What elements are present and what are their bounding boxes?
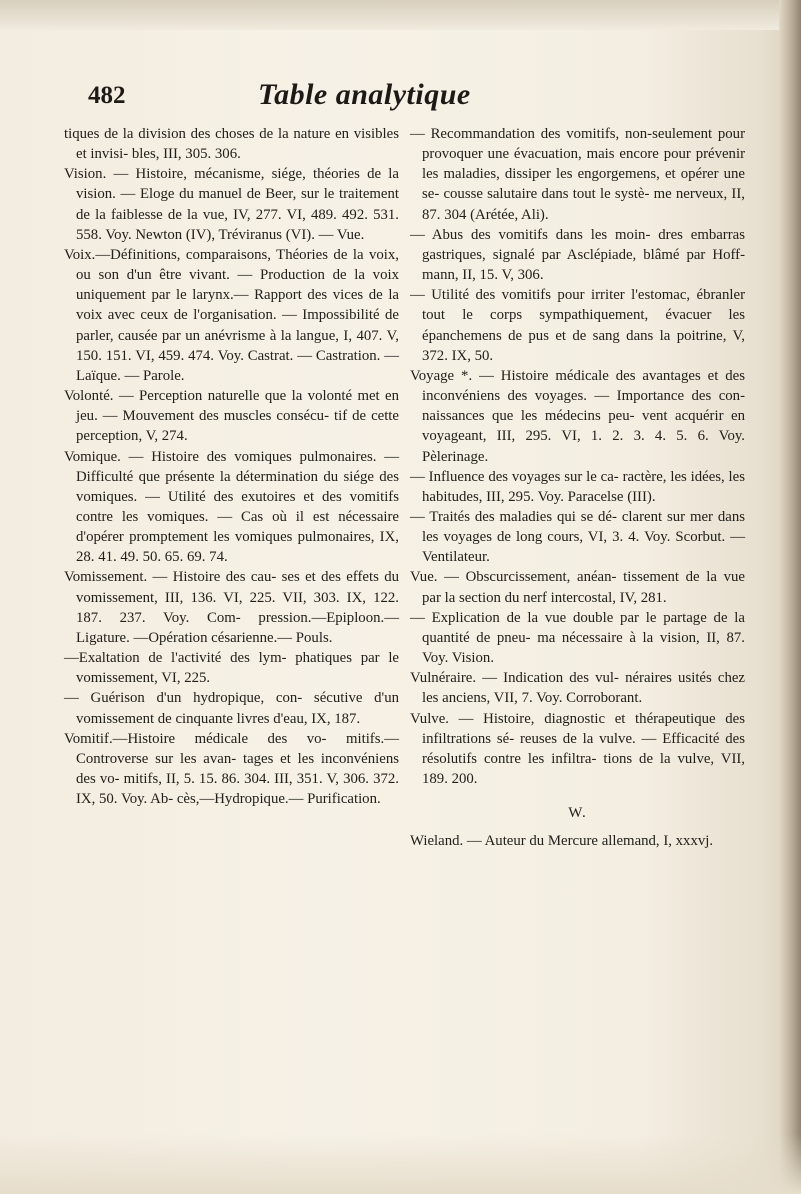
- index-entry: — Abus des vomitifs dans les moin- dres embarras gastriques, signalé par Asclépiade, blâmé par Hoff- mann, II, 15. V, 306.: [410, 226, 745, 284]
- index-entry: Vulve. — Histoire, diagnostic et thérapeutique des infiltrations sé- reuses de la vulve. — Efficacité des résolutifs contre les infiltra- tions de la vulve, VII, 189. 200.: [410, 710, 745, 787]
- index-entry: Voyage *. — Histoire médicale des avantages et des inconvéniens des voyages. — Importance des con- naissances que les médecins peu- vent acquérir en voyageant, III, 295. VI, 1. 2. 3. 4. 5. 6. Voy. Pèlerinage.: [410, 367, 745, 465]
- index-entry: —Exaltation de l'activité des lym- phatiques par le vomissement, VI, 225.: [64, 650, 399, 687]
- index-entry: Voix.—Définitions, comparaisons, Théories de la voix, ou son d'un être vivant. — Production de la voix uniquement par le larynx.— Rapport des vices de la voix avec ceux de l'organisation. — Impossibilité de parler, causée par un anévrisme à la langue, I, 407. V, 150. 151. VI, 459. 474. Voy. Castrat. — Castration. — Laïque. — Parole.: [64, 246, 399, 384]
- index-entry: Wieland. — Auteur du Mercure allemand, I, xxxvj.: [410, 833, 714, 850]
- index-entry: Vue. — Obscurcissement, anéan- tissement de la vue par la section du nerf intercostal, IV, 281.: [410, 569, 745, 606]
- page-number: 482: [88, 82, 126, 109]
- index-entry: Vision. — Histoire, mécanisme, siége, théories de la vision. — Eloge du manuel de Beer, sur le traitement de la faiblesse de la vue, IV, 277. VI, 489. 492. 531. 558. Voy. Newton (IV), Tréviranus (VI). — Vue.: [64, 166, 399, 243]
- letter-heading-w: W.: [568, 805, 587, 822]
- index-entry: — Recommandation des vomitifs, non-seulement pour provoquer une évacuation, mais encore pour prévenir les maladies, dissiper les engorgemens, et opérer une se- cousse salutaire dans tout le systè- me nerveux, II, 87. 304 (Arétée, Ali).: [410, 126, 745, 223]
- index-entry: Vomissement. — Histoire des cau- ses et des effets du vomissement, III, 136. VI, 225. VII, 303. IX, 122. 187. 237. Voy. Com- pression.—Epiploon.— Ligature. —Opération césarienne.— Pouls.: [64, 569, 399, 646]
- right-column: [410, 124, 745, 851]
- index-entry: Volonté. — Perception naturelle que la volonté met en jeu. — Mouvement des muscles consécu- tif de cette perception, V, 274.: [64, 388, 399, 445]
- page-edge-shadow-right: [779, 0, 801, 1194]
- page-edge-shadow-top: [0, 0, 801, 30]
- index-entry: — Guérison d'un hydropique, con- sécutive d'un vomissement de cinquante livres d'eau, IX, 187.: [64, 690, 399, 727]
- page-edge-shadow-bottom: [0, 1134, 801, 1194]
- index-entry: Vulnéraire. — Indication des vul- néraires usités chez les anciens, VII, 7. Voy. Corroborant.: [410, 670, 745, 707]
- running-title: Table analytique: [258, 78, 471, 111]
- index-entry: Vomique. — Histoire des vomiques pulmonaires. — Difficulté que présente la détermination du siége des vomiques. — Utilité des exutoires et des vomitifs contre les vomiques. — Cas où il est nécessaire d'opérer promptement les vomiques pulmonaires, IX, 28. 41. 49. 50. 65. 69. 74.: [64, 448, 399, 566]
- index-entry: — Influence des voyages sur le ca- ractère, les idées, les habitudes, III, 295. Voy. Paracelse (III).: [410, 468, 745, 505]
- index-entry: tiques de la division des choses de la nature en visibles et invisi- bles, III, 305. 306.: [64, 126, 399, 163]
- index-entry: — Traités des maladies qui se dé- clarent sur mer dans les voyages de long cours, VI, 3. 4. Voy. Scorbut. — Ventilateur.: [410, 508, 745, 566]
- left-column: [64, 124, 399, 809]
- index-entry: — Explication de la vue double par le partage de la quantité de pneu- ma nécessaire à la vision, II, 87. Voy. Vision.: [410, 609, 745, 667]
- page-header: [88, 78, 728, 118]
- index-entry: Vomitif.—Histoire médicale des vo- mitifs.—Controverse sur les avan- tages et les inconvéniens des vo- mitifs, II, 5. 15. 86. 304. III, 351. V, 306. 372. IX, 50. Voy. Ab- cès,—Hydropique.— Purification.: [64, 730, 399, 808]
- index-entry: — Utilité des vomitifs pour irriter l'estomac, ébranler tout le corps sympathiquement, évacuer les épanchemens de pus et de sang dans la poitrine, V, 372. IX, 50.: [410, 287, 745, 364]
